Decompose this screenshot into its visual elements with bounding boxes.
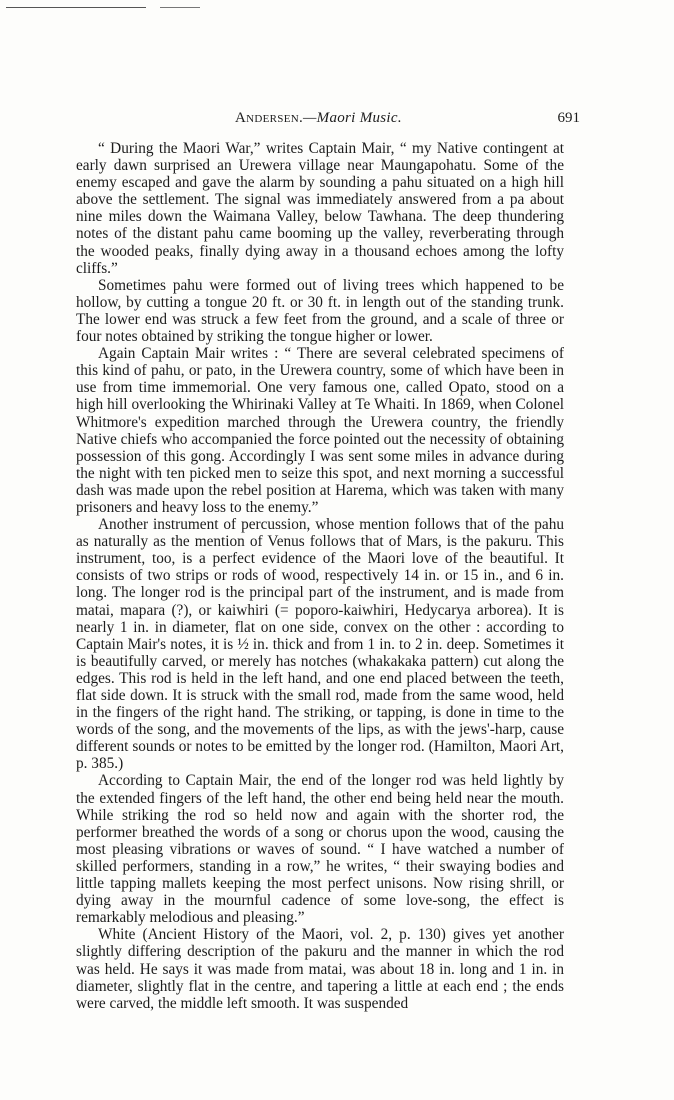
body-text — [76, 140, 564, 1012]
paragraph-3: Again Captain Mair writes : “ There are several celebrated specimens of this kind of pahu, or pato, in the Urewera country, some of which have been in use from time immemorial. One very famous one, called Opato, stood on a high hill overlooking the Whirinaki Valley at Te Whaiti. In 1869, when Colonel Whitmore's expedition marched through the Urewera country, the friendly Native chiefs who accompanied the force pointed out the necessity of obtaining possession of this gong. Accordingly I was sent some miles in advance during the night with ten picked men to seize this spot, and next morning a successful dash was made upon the rebel position at Harema, which was taken with many prisoners and heavy loss to the enemy.” — [76, 345, 564, 516]
paragraph-2: Sometimes pahu were formed out of living trees which happened to be hollow, by cutting a tongue 20 ft. or 30 ft. in length out of the standing trunk. The lower end was struck a few feet from the ground, and a scale of three or four notes obtained by striking the tongue higher or lower. — [76, 276, 564, 346]
paragraph-4: Another instrument of percussion, whose mention follows that of the pahu as naturally as the mention of Venus follows that of Mars, is the pakuru. This instrument, too, is a perfect evidence of the Maori love of the beautiful. It consists of two strips or rods of wood, respectively 14 in. or 15 in., and 6 in. long. The longer rod is the principal part of the instrument, and is made from matai, mapara (?), or kaiwhiri (= poporo-kaiwhiri, Hedycarya arborea). It is nearly 1 in. in diameter, flat on one side, convex on the other : according to Captain Mair's notes, it is ½ in. thick and from 1 in. to 2 in. deep. Sometimes it is beautifully carved, or merely has notches (whakakaka pattern) cut along the edges. This rod is held in the left hand, and one end placed between the teeth, flat side down. It is struck with the small rod, made from the same wood, held in the fingers of the right hand. The striking, or tapping, is done in time to the words of the song, and the movements of the lips, as with the jews'-harp, cause different sounds or notes to be emitted by the longer rod. (Hamilton, Maori Art, p. 385.) — [76, 516, 564, 773]
running-title — [235, 110, 402, 127]
top-rule-fragment — [160, 7, 200, 8]
top-rule — [6, 7, 146, 8]
paragraph-6: White (Ancient History of the Maori, vol. 2, p. 130) gives yet another slightly differing description of the pakuru and the manner in which the rod was held. He says it was made from matai, was about 18 in. long and 1 in. in diameter, slightly flat in the centre, and tapering a little at each end ; the ends were carved, the middle left smooth. It was suspended — [76, 926, 564, 1012]
running-header — [60, 110, 580, 130]
page-number: 691 — [557, 110, 580, 126]
header-author: Andersen. — [235, 110, 304, 126]
header-title: —Maori Music. — [303, 110, 402, 126]
paragraph-1: “ During the Maori War,” writes Captain Mair, “ my Native contingent at early dawn surprised an Urewera village near Maungapohatu. Some of the enemy escaped and gave the alarm by sounding a pahu situated on a high hill above the settlement. The signal was immediately answered from a pa about nine miles down the Waimana Valley, below Tawhana. The deep thundering notes of the distant pahu came booming up the valley, reverberating through the wooded peaks, finally dying away in a thousand echoes among the lofty cliffs.” — [76, 140, 564, 277]
paragraph-5: According to Captain Mair, the end of the longer rod was held lightly by the extended fingers of the left hand, the other end being held near the mouth. While striking the rod so held now and again with the shorter rod, the performer breathed the words of a song or chorus upon the wood, causing the most pleasing vibrations or waves of sound. “ I have watched a number of skilled performers, standing in a row,” he writes, “ their swaying bodies and little tapping mallets keeping the most perfect unisons. Now rising shrill, or dying away in the mournful cadence of some love-song, the effect is remarkably melodious and pleasing.” — [76, 772, 564, 927]
